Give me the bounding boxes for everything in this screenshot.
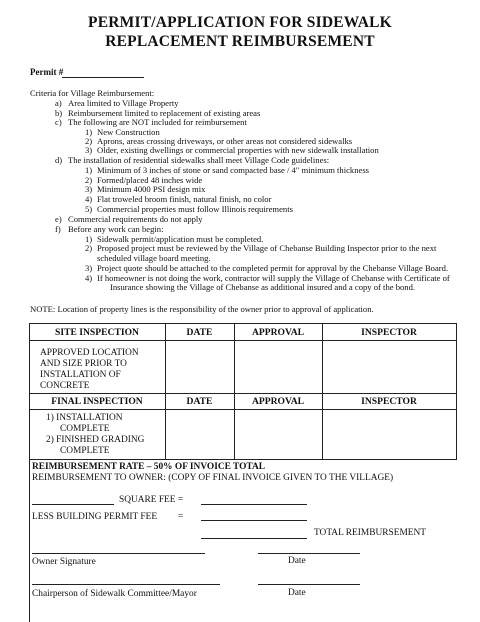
- criteria-f-marker: f): [55, 224, 61, 234]
- permit-number-field[interactable]: [62, 77, 144, 78]
- criteria-c-3-text: Older, existing dwellings or commercial properties with new sidewalk installation: [97, 145, 379, 155]
- reimbursement-rate: REIMBURSEMENT RATE – 50% OF INVOICE TOTAL: [32, 462, 266, 472]
- square-footage-field[interactable]: [32, 504, 114, 505]
- chair-signature-label: Chairperson of Sidewalk Committee/Mayor: [32, 589, 197, 599]
- criteria-heading: Criteria for Village Reimbursement:: [30, 88, 155, 98]
- header-date: DATE: [186, 327, 213, 338]
- criteria-f-4-marker: 4): [85, 273, 93, 283]
- chair-date-line[interactable]: [258, 584, 360, 585]
- criteria-c-1-text: New Construction: [97, 127, 160, 137]
- criteria-c-3-marker: 3): [85, 145, 93, 155]
- criteria-f-4-cont: Insurance showing the Village of Chebanse as additional insured and a copy of the bond.: [110, 282, 416, 292]
- total-reimbursement-field[interactable]: [201, 538, 307, 539]
- site-approval-cell[interactable]: [235, 341, 321, 392]
- header-final-approval: APPROVAL: [251, 396, 305, 407]
- header-site-inspection: SITE INSPECTION: [55, 327, 139, 338]
- header-approval: APPROVAL: [251, 327, 305, 338]
- less-permit-fee-equals: =: [178, 512, 184, 522]
- chair-date-label: Date: [288, 588, 306, 598]
- header-final-inspector: INSPECTOR: [361, 396, 417, 407]
- site-row-line-4: CONCRETE: [40, 381, 90, 391]
- square-fee-label: SQUARE FEE =: [119, 495, 184, 505]
- note: NOTE: Location of property lines is the responsibility of the owner prior to approval of application.: [30, 304, 374, 314]
- criteria-d-1-marker: 1): [85, 165, 93, 175]
- final-item-2: 2) FINISHED GRADING: [46, 435, 145, 445]
- table-right-border: [456, 323, 457, 459]
- final-item-1-cont: COMPLETE: [60, 424, 110, 434]
- criteria-f-3-marker: 3): [85, 263, 93, 273]
- final-approval-cell[interactable]: [235, 410, 321, 458]
- criteria-c-2-marker: 2): [85, 136, 93, 146]
- less-permit-fee-label: LESS BUILDING PERMIT FEE: [32, 512, 158, 522]
- title-line-1: PERMIT/APPLICATION FOR SIDEWALK: [88, 14, 392, 31]
- total-reimbursement-label: TOTAL REIMBURSEMENT: [314, 528, 427, 538]
- criteria-f-1-marker: 1): [85, 234, 93, 244]
- criteria-d-1-text: Minimum of 3 inches of stone or sand compacted base / 4" minimum thickness: [97, 165, 370, 175]
- table-mid-divider: [29, 393, 457, 394]
- criteria-d-4-text: Flat troweled broom finish, natural finish, no color: [97, 194, 272, 204]
- criteria-f-2-text: Proposed project must be reviewed by the Village of Chebanse Building Inspector prior to the next: [97, 243, 437, 253]
- final-inspector-cell[interactable]: [323, 410, 455, 458]
- criteria-d-text: The installation of residential sidewalks shall meet Village Code guidelines:: [68, 155, 330, 165]
- title-line-2: REPLACEMENT REIMBURSEMENT: [105, 33, 375, 50]
- final-item-2-cont: COMPLETE: [60, 446, 110, 456]
- criteria-e-marker: e): [55, 214, 62, 224]
- criteria-f-3-text: Project quote should be attached to the completed permit for approval by the Chebanse Village Board.: [97, 263, 449, 273]
- permit-label: Permit #: [30, 67, 64, 77]
- reimbursement-to-owner: REIMBURSEMENT TO OWNER: (COPY OF FINAL INVOICE GIVEN TO THE VILLAGE): [32, 473, 394, 483]
- square-fee-field[interactable]: [201, 504, 307, 505]
- site-inspector-cell[interactable]: [323, 341, 455, 392]
- criteria-d-5-marker: 5): [85, 204, 93, 214]
- owner-date-label: Date: [288, 556, 306, 566]
- permit-fee-field[interactable]: [201, 520, 307, 521]
- table-top-border: [29, 323, 457, 324]
- criteria-d-3-marker: 3): [85, 184, 93, 194]
- criteria-d-4-marker: 4): [85, 194, 93, 204]
- site-row-line-2: AND SIZE PRIOR TO: [40, 359, 127, 369]
- criteria-d-3-text: Minimum 4000 PSI design mix: [97, 184, 206, 194]
- criteria-b-marker: b): [55, 108, 63, 118]
- criteria-a-marker: a): [55, 98, 62, 108]
- header-inspector: INSPECTOR: [361, 327, 417, 338]
- owner-signature-label: Owner Signature: [32, 557, 96, 567]
- criteria-f-2-marker: 2): [85, 243, 93, 253]
- criteria-f-text: Before any work can begin:: [68, 224, 164, 234]
- criteria-f-4-text: If homeowner is not doing the work, contractor will supply the Village of Chebanse with Certificate of: [97, 273, 450, 283]
- criteria-a-text: Area limited to Village Property: [68, 98, 179, 108]
- criteria-c-text: The following are NOT included for reimbursement: [68, 117, 247, 127]
- criteria-c-1-marker: 1): [85, 127, 93, 137]
- criteria-e-text: Commercial requirements do not apply: [68, 214, 203, 224]
- criteria-d-5-text: Commercial properties must follow Illinois requirements: [97, 204, 293, 214]
- table-bottom-divider: [29, 459, 457, 460]
- final-date-cell[interactable]: [166, 410, 233, 458]
- header-final-inspection: FINAL INSPECTION: [51, 396, 143, 407]
- criteria-c-2-text: Aprons, areas crossing driveways, or other areas not considered sidewalks: [97, 136, 353, 146]
- criteria-d-marker: d): [55, 155, 63, 165]
- owner-date-line[interactable]: [258, 553, 360, 554]
- final-item-1: 1) INSTALLATION: [46, 413, 123, 423]
- site-row-line-1: APPROVED LOCATION: [40, 348, 139, 358]
- table-left-border: [29, 323, 30, 622]
- criteria-f-2-cont: scheduled village board meeting.: [97, 253, 211, 263]
- criteria-d-2-marker: 2): [85, 175, 93, 185]
- header-final-date: DATE: [186, 396, 213, 407]
- criteria-d-2-text: Formed/placed 48 inches wide: [97, 175, 203, 185]
- criteria-b-text: Reimbursement limited to replacement of existing areas: [68, 108, 261, 118]
- site-row-line-3: INSTALLATION OF: [40, 370, 121, 380]
- owner-signature-line[interactable]: [32, 553, 205, 554]
- site-date-cell[interactable]: [166, 341, 233, 392]
- chair-signature-line[interactable]: [32, 584, 220, 585]
- criteria-c-marker: c): [55, 117, 62, 127]
- criteria-f-1-text: Sidewalk permit/application must be completed.: [97, 234, 264, 244]
